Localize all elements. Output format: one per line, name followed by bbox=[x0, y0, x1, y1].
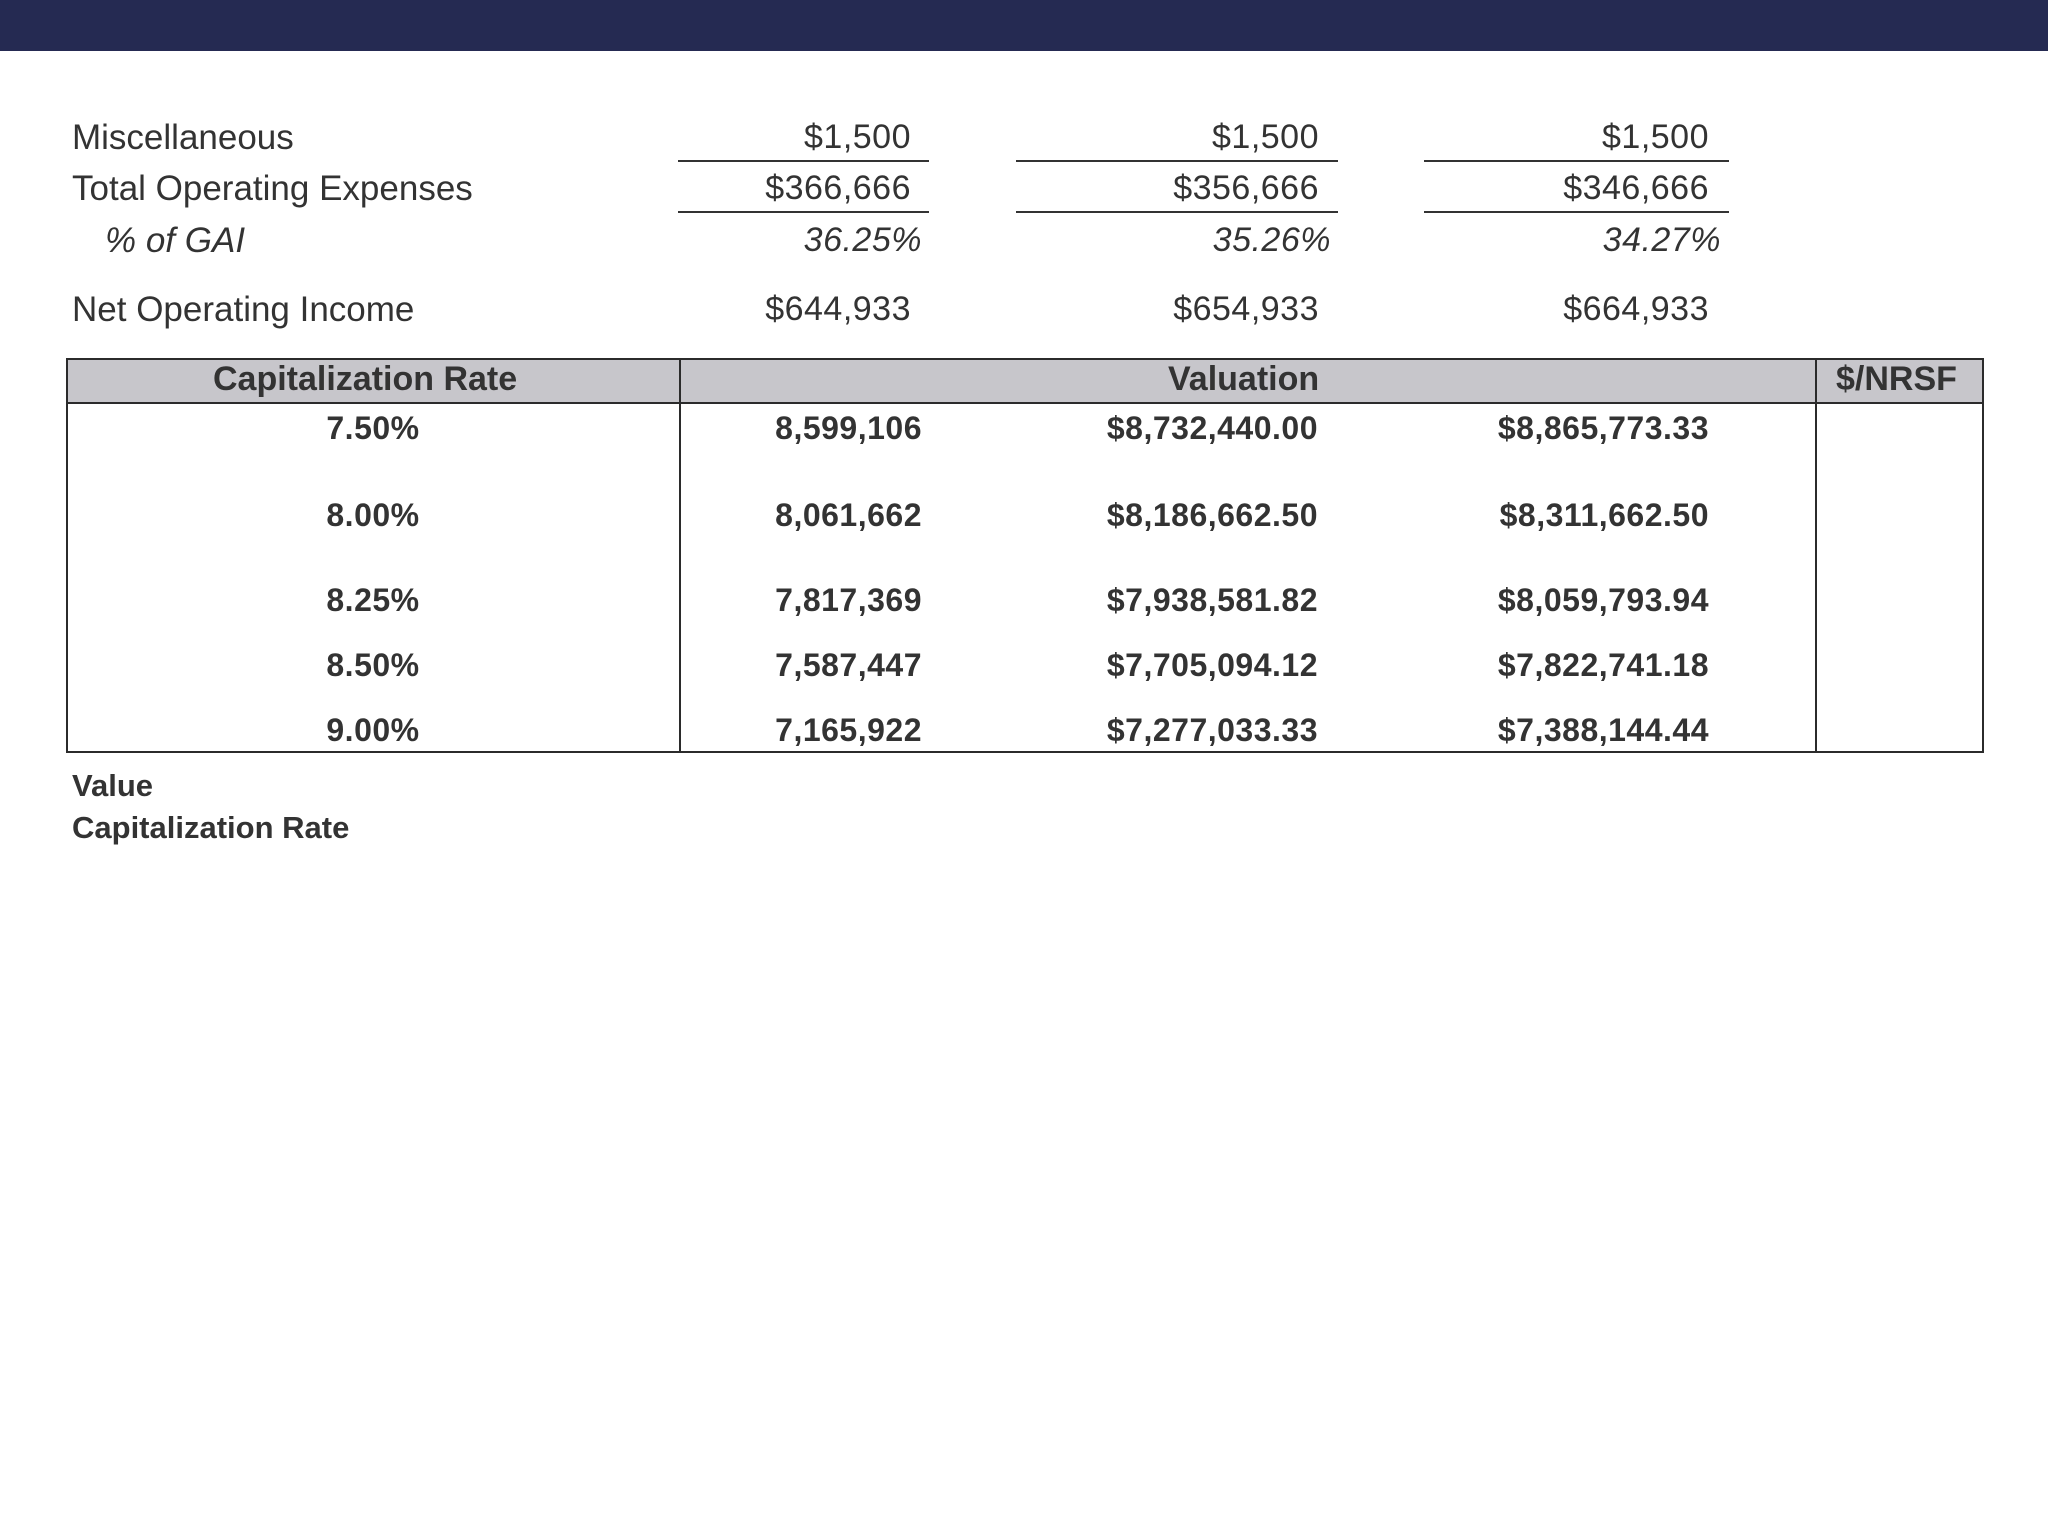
valuation-cell: $7,822,741.18 bbox=[1497, 647, 1709, 683]
valuation-cell: 8,061,662 bbox=[775, 497, 922, 533]
misc-underline-3 bbox=[1424, 160, 1729, 162]
cap-rate-label: Capitalization Rate bbox=[72, 810, 350, 845]
valuation-cell: $7,277,033.33 bbox=[1106, 712, 1318, 748]
noi-value-2: $654,933 bbox=[1173, 290, 1319, 328]
total-underline-3 bbox=[1424, 211, 1729, 213]
rate-cell: 8.25% bbox=[326, 582, 420, 618]
header-nrsf: $/NRSF bbox=[1836, 360, 1957, 398]
valuation-cell: $7,388,144.44 bbox=[1497, 712, 1709, 748]
valuation-cell: 7,587,447 bbox=[775, 647, 922, 683]
rate-cell: 8.50% bbox=[326, 647, 420, 683]
noi-value-1: $644,933 bbox=[765, 290, 911, 328]
column-divider-1 bbox=[679, 360, 681, 751]
valuation-cell: $7,938,581.82 bbox=[1106, 582, 1318, 618]
total-underline-1 bbox=[678, 211, 929, 213]
total-opex-value-3: $346,666 bbox=[1563, 169, 1709, 207]
value-label: Value bbox=[72, 768, 153, 803]
misc-value-2: $1,500 bbox=[1212, 118, 1319, 156]
misc-value-1: $1,500 bbox=[804, 118, 911, 156]
header-bar bbox=[0, 0, 2048, 51]
valuation-cell: $8,865,773.33 bbox=[1497, 410, 1709, 446]
valuation-cell: 8,599,106 bbox=[775, 410, 922, 446]
pct-gai-value-3: 34.27% bbox=[1602, 221, 1721, 259]
column-divider-2 bbox=[1815, 360, 1817, 751]
valuation-cell: $8,059,793.94 bbox=[1497, 582, 1709, 618]
valuation-cell: $8,732,440.00 bbox=[1106, 410, 1318, 446]
valuation-cell: $8,186,662.50 bbox=[1106, 497, 1318, 533]
rate-cell: 7.50% bbox=[326, 410, 420, 446]
valuation-cell: $7,705,094.12 bbox=[1106, 647, 1318, 683]
valuation-cell: 7,165,922 bbox=[775, 712, 922, 748]
pct-gai-value-2: 35.26% bbox=[1212, 221, 1331, 259]
valuation-cell: $8,311,662.50 bbox=[1499, 497, 1709, 533]
total-opex-label: Total Operating Expenses bbox=[72, 169, 473, 208]
total-opex-value-2: $356,666 bbox=[1173, 169, 1319, 207]
valuation-cell: 7,817,369 bbox=[775, 582, 922, 618]
misc-value-3: $1,500 bbox=[1602, 118, 1709, 156]
noi-value-3: $664,933 bbox=[1563, 290, 1709, 328]
rate-cell: 8.00% bbox=[326, 497, 420, 533]
header-valuation: Valuation bbox=[1168, 360, 1320, 398]
misc-underline-1 bbox=[678, 160, 929, 162]
rate-cell: 9.00% bbox=[326, 712, 420, 748]
pct-gai-label: % of GAI bbox=[105, 221, 246, 260]
misc-underline-2 bbox=[1016, 160, 1338, 162]
header-cap-rate: Capitalization Rate bbox=[213, 360, 518, 398]
noi-label: Net Operating Income bbox=[72, 290, 415, 329]
pct-gai-value-1: 36.25% bbox=[803, 221, 922, 259]
total-opex-value-1: $366,666 bbox=[765, 169, 911, 207]
total-underline-2 bbox=[1016, 211, 1338, 213]
misc-label: Miscellaneous bbox=[72, 118, 294, 157]
